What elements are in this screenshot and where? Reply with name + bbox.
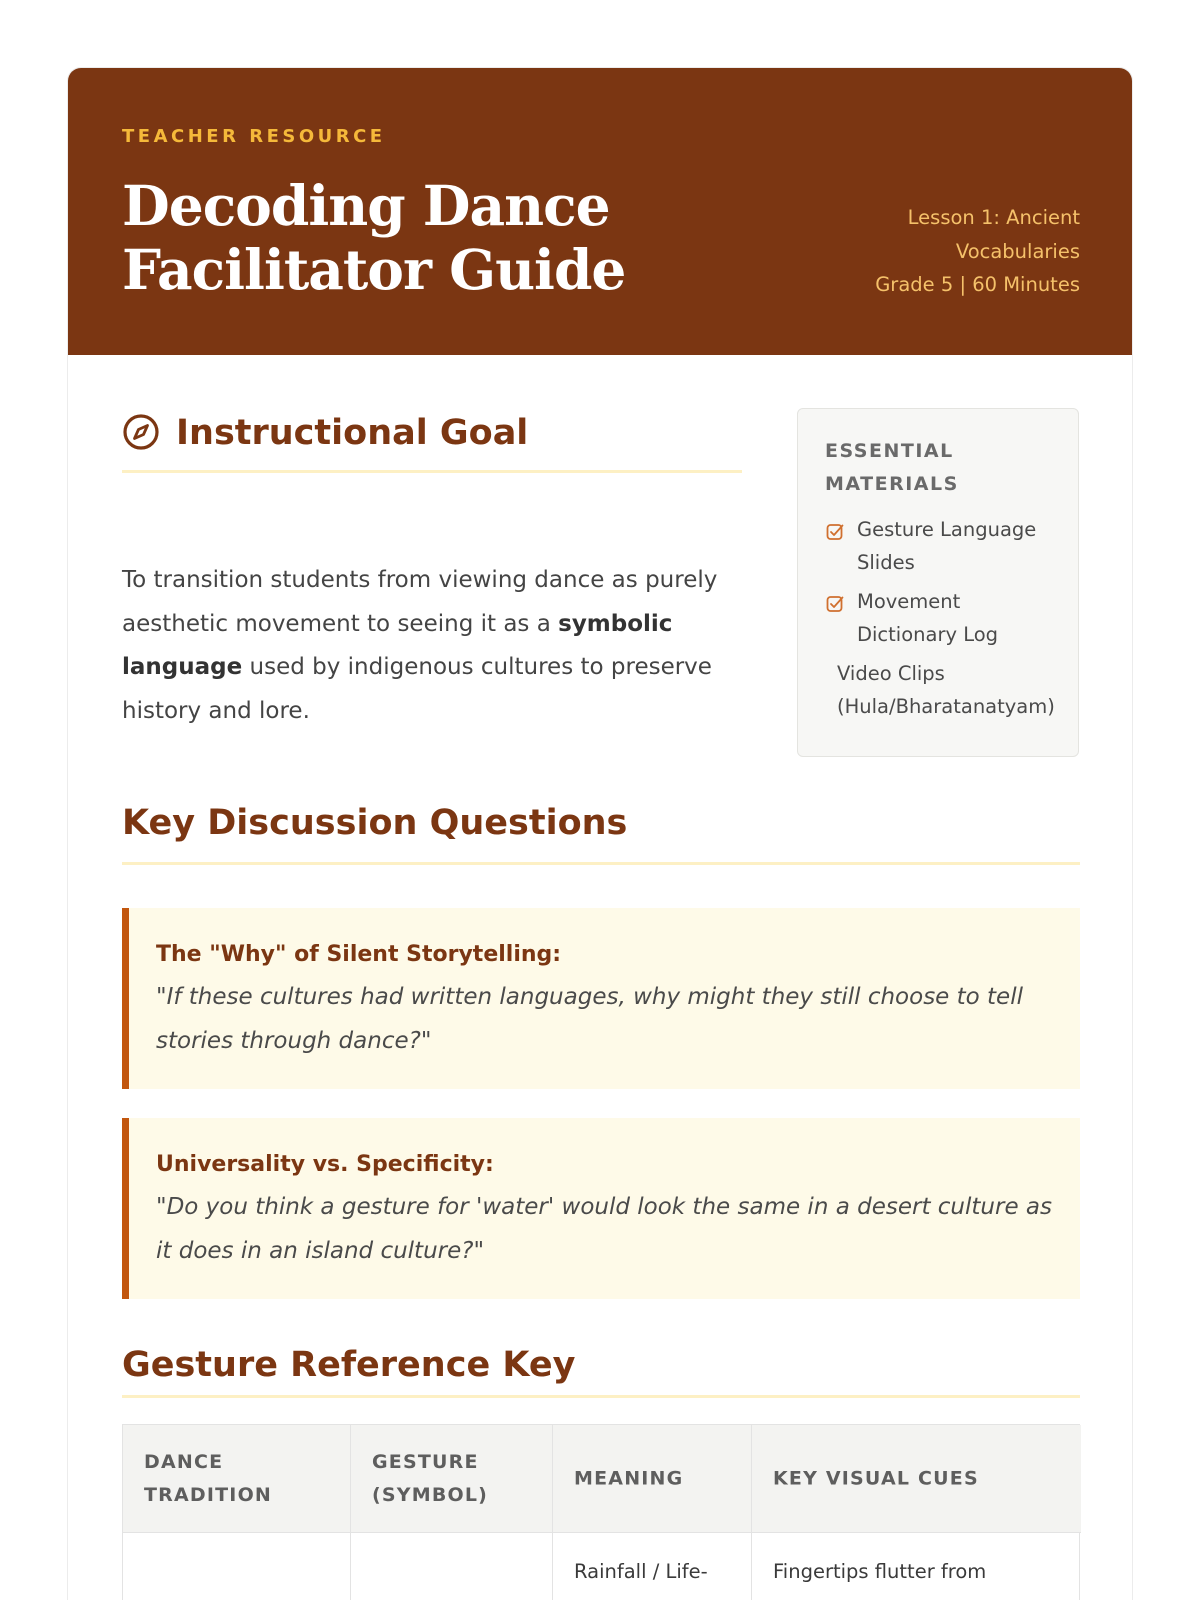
gesture-key-title: Gesture Reference Key bbox=[122, 1345, 576, 1385]
page-title-line-1: Decoding Dance bbox=[122, 173, 610, 238]
compass-icon bbox=[122, 413, 160, 451]
goal-emphasis: symbolic language bbox=[122, 610, 673, 680]
gesture-key-section-heading bbox=[122, 1345, 1080, 1398]
question-text: "Do you think a gesture for 'water' would look the same in a desert culture as it does in an island culture?" bbox=[156, 1194, 1052, 1264]
discussion-section-heading bbox=[122, 803, 1080, 865]
table-cell: Rainfall / Life- bbox=[553, 1533, 752, 1600]
material-item: Movement Dictionary Log bbox=[857, 590, 999, 646]
page-title bbox=[122, 174, 682, 302]
guide-card bbox=[67, 67, 1133, 1600]
column-header: KEY VISUAL CUES bbox=[752, 1425, 1081, 1533]
checkbox-icon bbox=[825, 594, 845, 614]
table-cell bbox=[351, 1533, 553, 1600]
page-title-line-2: Facilitator Guide bbox=[122, 237, 626, 302]
column-header: MEANING bbox=[553, 1425, 752, 1533]
goal-text: To transition students from viewing dance as purely aesthetic movement to seeing it as a symbolic language used by indigenous cultures to preserve history and lore. bbox=[122, 567, 718, 724]
table-cell: Fingertips flutter from bbox=[773, 1560, 987, 1583]
grade-duration: Grade 5 | 60 Minutes bbox=[875, 273, 1080, 296]
gesture-table bbox=[122, 1424, 1080, 1600]
checkbox-icon bbox=[825, 522, 845, 542]
material-item: Video Clips (Hula/Bharatanatyam) bbox=[837, 662, 1055, 718]
lesson-meta bbox=[820, 201, 1080, 302]
question-label: The "Why" of Silent Storytelling: bbox=[156, 942, 562, 967]
table-cell bbox=[123, 1533, 351, 1600]
goal-section-heading bbox=[122, 413, 742, 473]
lesson-name-line-1: Lesson 1: Ancient bbox=[907, 206, 1080, 229]
goal-title: Instructional Goal bbox=[176, 413, 529, 453]
lesson-name-line-2: Vocabularies bbox=[955, 239, 1080, 263]
eyebrow-label: TEACHER RESOURCE bbox=[122, 126, 386, 147]
column-header: GESTURE (SYMBOL) bbox=[351, 1425, 553, 1533]
material-item: Gesture Language Slides bbox=[857, 518, 1037, 574]
question-card bbox=[122, 1118, 1080, 1299]
question-text: "If these cultures had written languages, why might they still choose to tell stories through dance?" bbox=[156, 984, 1023, 1054]
discussion-title: Key Discussion Questions bbox=[122, 803, 628, 843]
page-header bbox=[68, 68, 1133, 355]
materials-box bbox=[797, 408, 1079, 757]
question-label: Universality vs. Specificity: bbox=[156, 1152, 494, 1177]
materials-title: ESSENTIAL MATERIALS bbox=[825, 440, 959, 495]
question-card bbox=[122, 908, 1080, 1089]
column-header: DANCE TRADITION bbox=[123, 1425, 351, 1533]
